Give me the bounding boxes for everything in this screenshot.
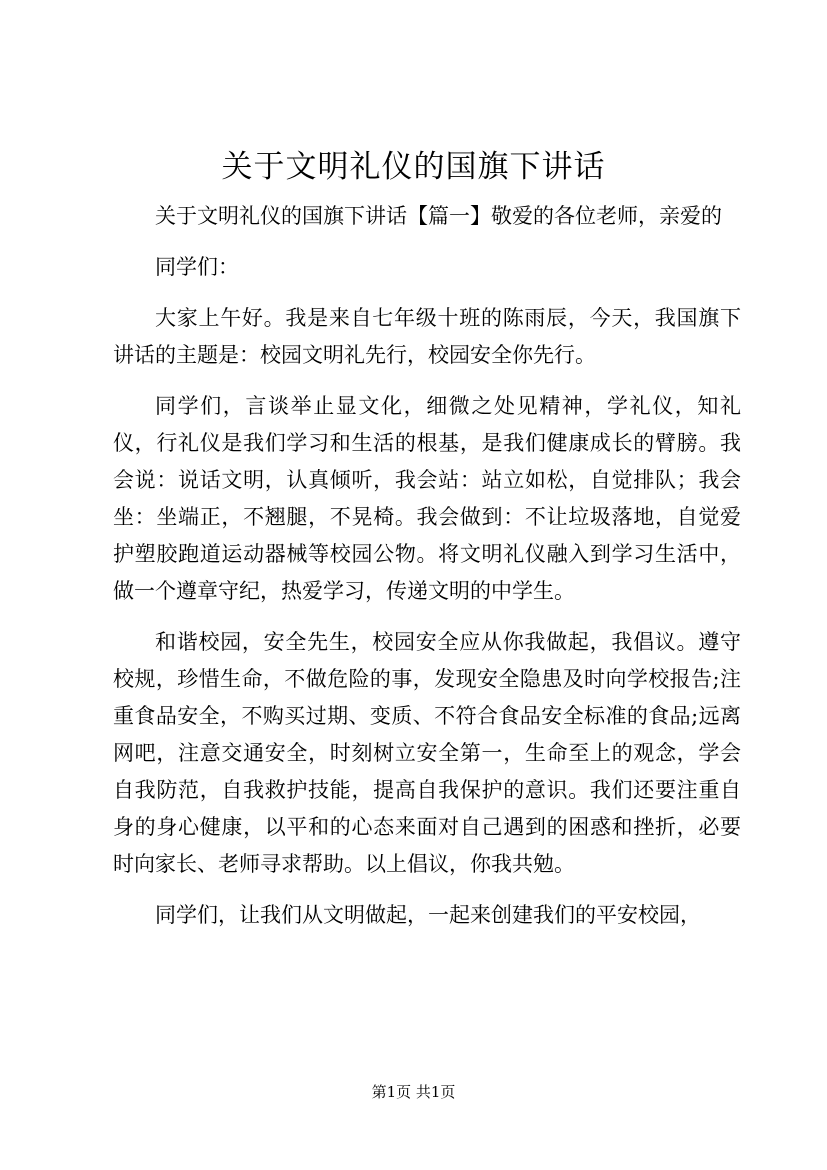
document-body	[113, 198, 741, 948]
paragraph-4: 同学们，言谈举止显文化，细微之处见精神，学礼仪，知礼仪，行礼仪是我们学习和生活的根基，是我们健康成长的臂膀。我会说：说话文明，认真倾听，我会站：站立如松，自觉排队；我会坐：坐端正，不翘腿，不晃椅。我会做到：不让垃圾落地，自觉爱护塑胶跑道运动器械等校园公物。将文明礼仪融入到学习生活中，做一个遵章守纪，热爱学习，传递文明的中学生。	[113, 394, 741, 603]
paragraph-6: 同学们，让我们从文明做起，一起来创建我们的平安校园，	[155, 903, 701, 927]
paragraph-1: 关于文明礼仪的国旗下讲话【篇一】敬爱的各位老师，亲爱的	[155, 204, 722, 228]
document-title: 关于文明礼仪的国旗下讲话	[221, 149, 606, 185]
paragraph-5: 和谐校园，安全先生，校园安全应从你我做起，我倡议。遵守校规，珍惜生命，不做危险的事，发现安全隐患及时向学校报告;注重食品安全，不购买过期、变质、不符合食品安全标准的食品;远离网吧，注意交通安全，时刻树立安全第一，生命至上的观念，学会自我防范，自我救护技能，提高自我保护的意识。我们还要注重自身的身心健康，以平和的心态来面对自己遇到的困惑和挫折，必要时向家长、老师寻求帮助。以上倡议，你我共勉。	[113, 630, 741, 876]
page-footer: 第1页 共1页	[371, 1083, 456, 1101]
paragraph-2: 同学们：	[155, 255, 239, 279]
paragraph-3: 大家上午好。我是来自七年级十班的陈雨辰，今天，我国旗下讲话的主题是：校园文明礼先行，校园安全你先行。	[113, 306, 741, 367]
